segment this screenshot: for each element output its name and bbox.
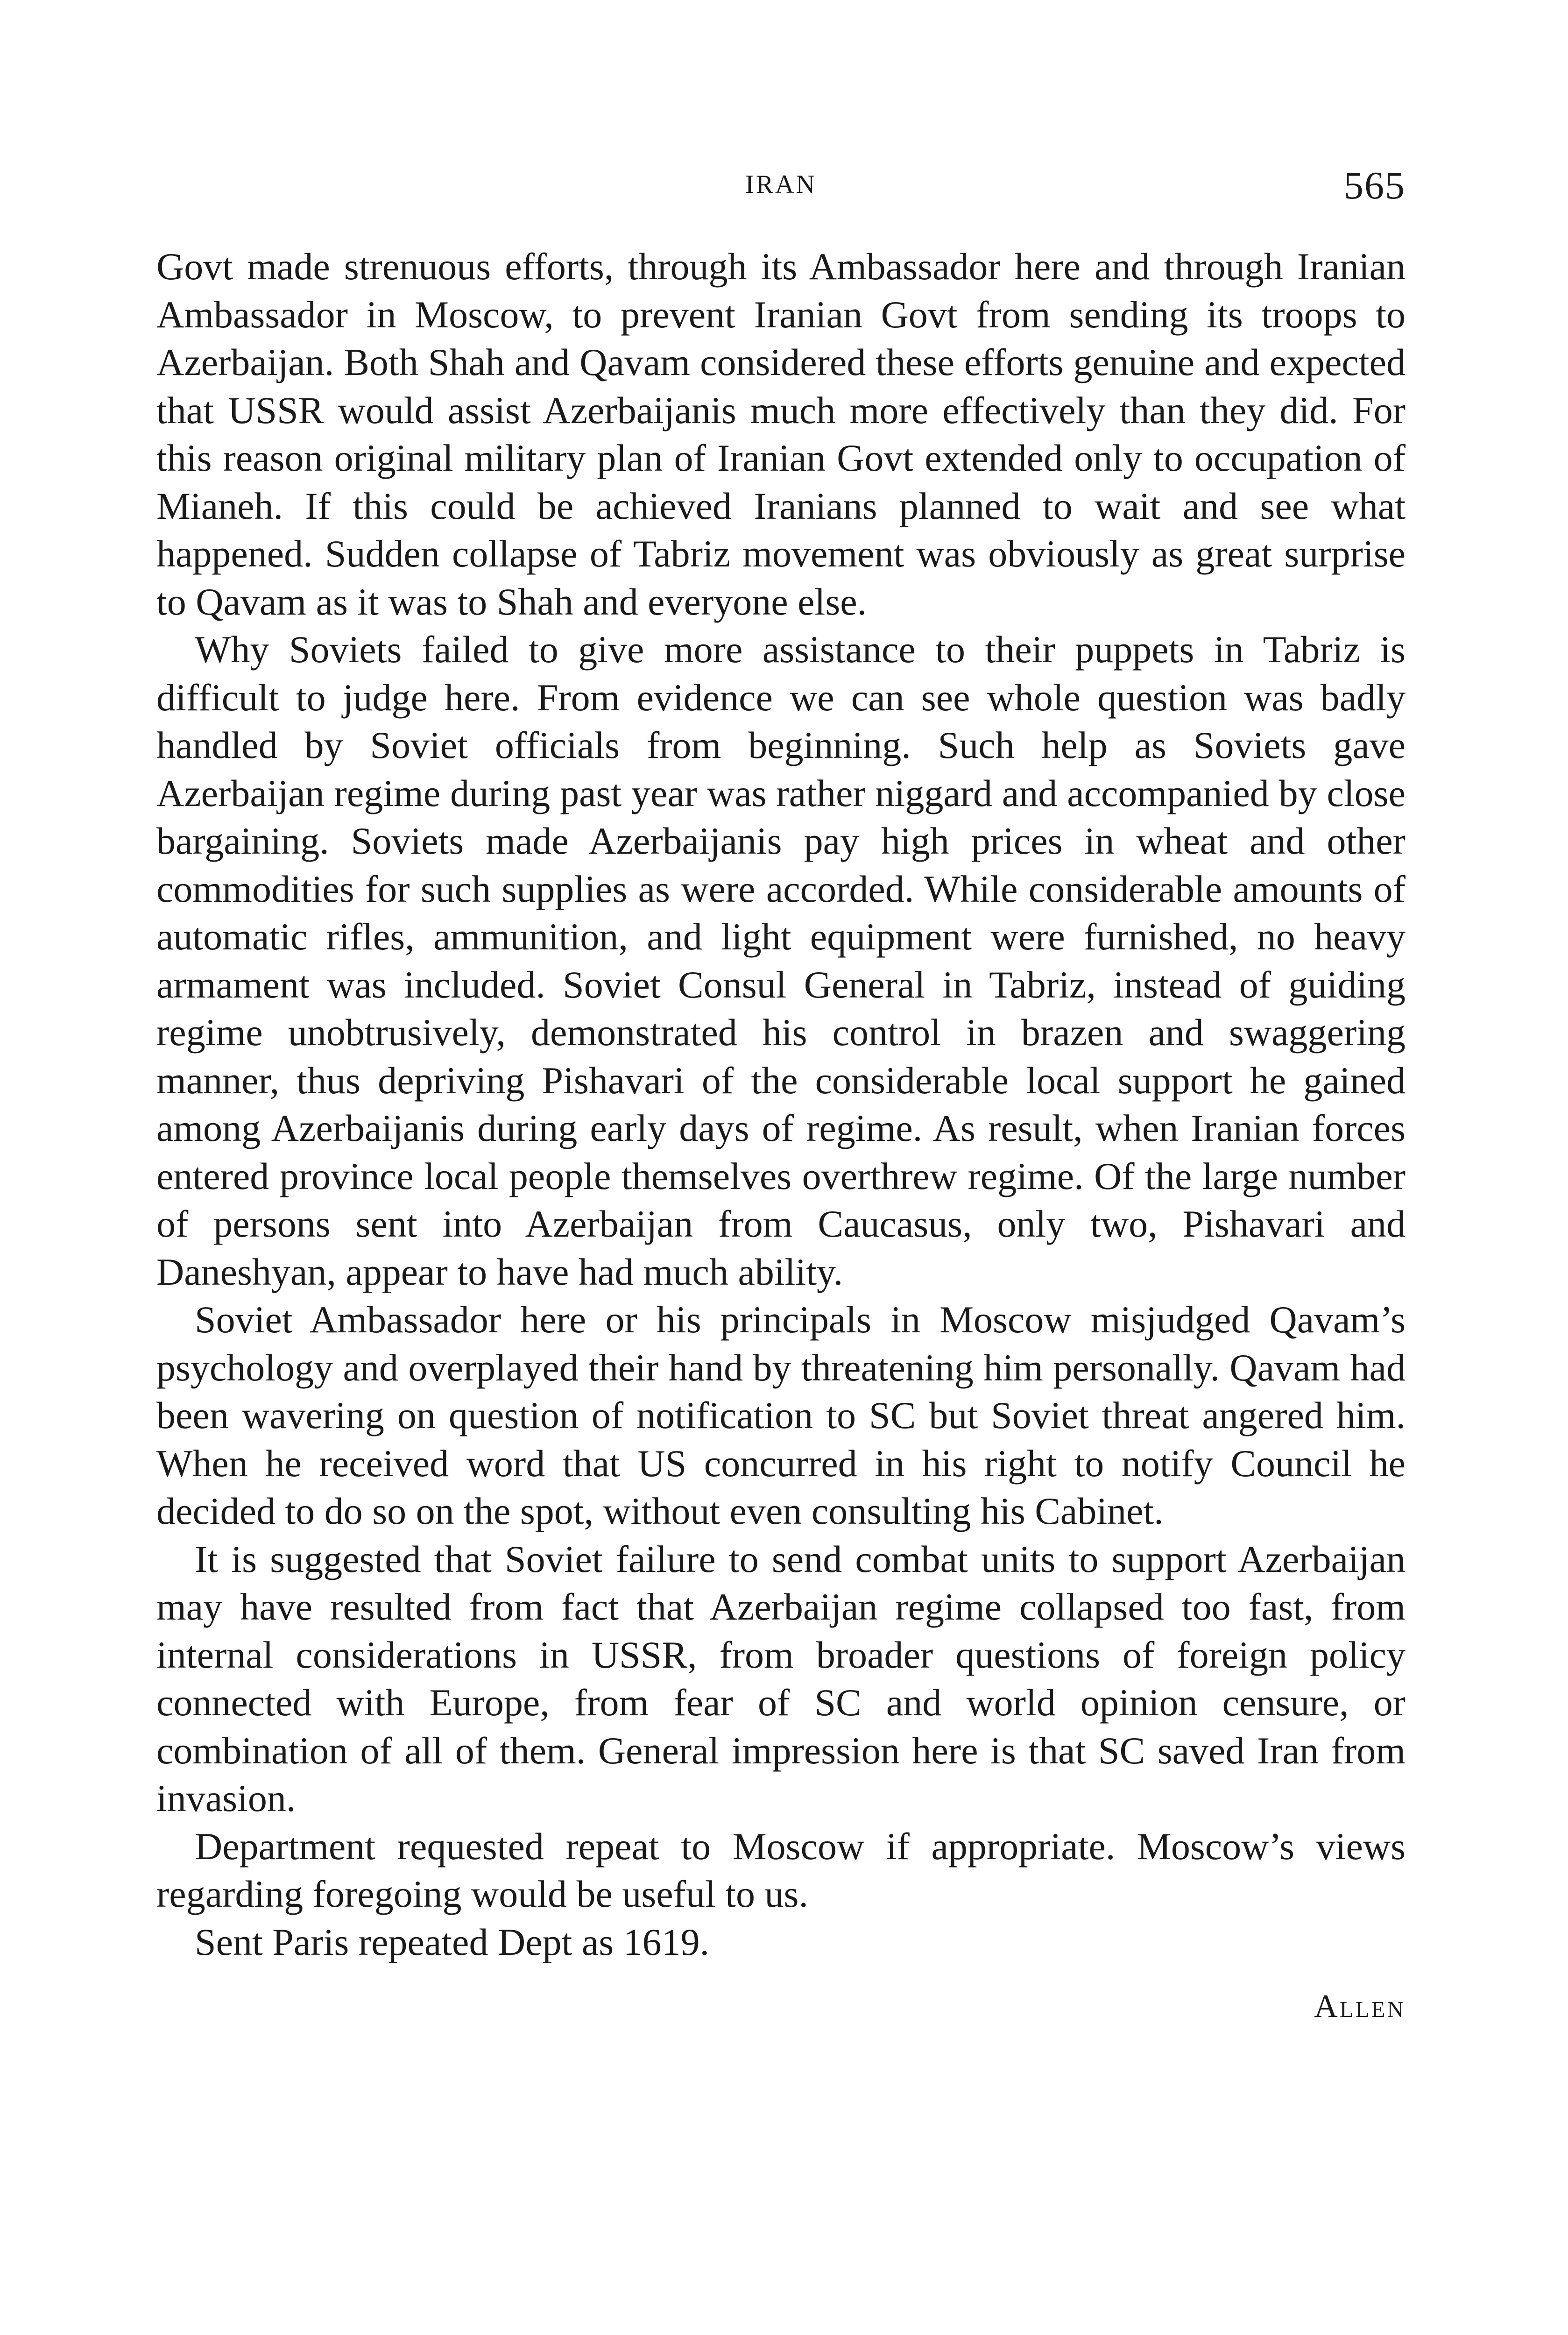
paragraph: Why Soviets failed to give more assistance to their puppets in Tabriz is difficult to judge here. From evidence we can see whole question was badly handled by Soviet officials from beginning. Such help as Soviets gave Azerbaijan regime during past year was rather niggard and accompanied by close bargaining. Soviets made Azerbaijanis pay high prices in wheat and other commodities for such supplies as were accorded. While considerable amounts of automatic rifles, ammunition, and light equipment were furnished, no heavy armament was included. Soviet Consul General in Tabriz, instead of guiding regime unobtrusively, demonstrated his control in brazen and swaggering manner, thus depriving Pishavari of the considerable local support he gained among Azerbaijanis during early days of regime. As result, when Iranian forces entered province local people themselves overthrew regime. Of the large number of persons sent into Azerbaijan from Caucasus, only two, Pishavari and Daneshyan, appear to have had much ability.	[156, 628, 1406, 1293]
running-head	[156, 166, 1406, 208]
paragraph: Sent Paris repeated Dept as 1619.	[195, 1920, 710, 1963]
paragraph: It is suggested that Soviet failure to send combat units to support Azerbaijan may have resulted from fact that Azerbaijan regime collapsed too fast, from internal considerations in USSR, from broader questions of foreign policy connected with Europe, from fear of SC and world opinion censure, or combination of all of them. General impression here is that SC saved Iran from invasion.	[156, 1537, 1406, 1819]
paragraph: Soviet Ambassador here or his principals in Moscow misjudged Qavam’s psychology and overplayed their hand by threatening him personally. Qavam had been wavering on question of notification to SC but Soviet threat angered him. When he received word that US concurred in his right to notify Council he decided to do so on the spot, without even consulting his Cabinet.	[156, 1298, 1406, 1532]
paragraph: Department requested repeat to Moscow if appropriate. Moscow’s views regarding foregoing would be useful to us.	[156, 1825, 1406, 1915]
signature: Allen	[1314, 1988, 1406, 2024]
body-text	[156, 243, 1406, 2031]
running-title: IRAN	[745, 170, 817, 199]
paragraph: Govt made strenuous efforts, through its Ambassador here and through Iranian Ambassador in Moscow, to prevent Iranian Govt from sending its troops to Azerbaijan. Both Shah and Qavam considered these efforts genuine and expected that USSR would assist Azerbaijanis much more effectively than they did. For this reason original military plan of Iranian Govt extended only to occupation of Mianeh. If this could be achieved Iranians planned to wait and see what happened. Sudden collapse of Tabriz movement was obviously as great surprise to Qavam as it was to Shah and everyone else.	[156, 245, 1406, 623]
page-number: 565	[1344, 164, 1406, 207]
